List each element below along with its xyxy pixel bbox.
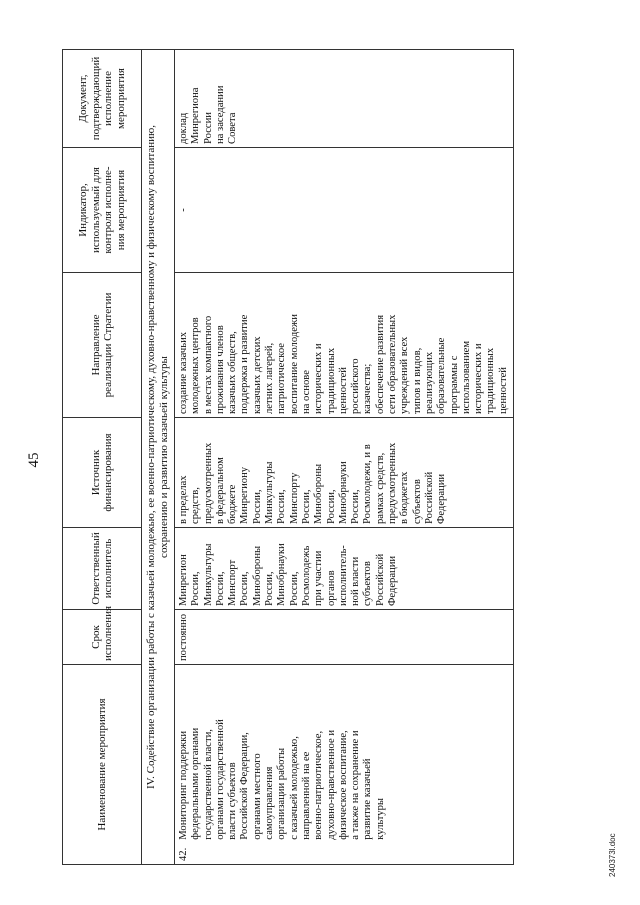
row-number: 42. [178, 847, 189, 861]
page-number: 45 [26, 452, 42, 468]
events-table [62, 49, 514, 865]
rotated-page [20, 35, 620, 885]
header-document: Документ, подтверждающий исполнение мероприятия [63, 50, 142, 148]
cell-responsible: Минрегион России, Минкультуры России, Минспорт России, Минобороны России, Минобрнауки России, Росмолодежь при участии органов исполнитель- ной власти субъектов Российской Федерации [175, 528, 514, 610]
header-deadline: Срок исполнения [63, 610, 142, 665]
table-header-row [63, 50, 142, 865]
cell-document: доклад Минрегиона России на заседании Совета [175, 50, 514, 148]
header-indicator: Индикатор, используемый для контроля исполне- ния мероприятия [63, 148, 142, 273]
header-name: Наименование мероприятия [63, 665, 142, 865]
cell-direction: создание казачьих молодежных центров в местах компактного проживания членов казачьих обществ, поддержка и развитие казачьих детских летних лагерей, патриотическое воспитание молодежи на основе исторических и традиционных ценностей российского казачества; обеспечение развития сети образовательных учреждений всех типов и видов, реализующих образовательные программы с использованием исторических и традиционных ценностей [175, 273, 514, 418]
header-source: Источник финансирования [63, 418, 142, 528]
section-row [142, 50, 175, 865]
cell-indicator: - [175, 148, 514, 273]
cell-deadline: постоянно [175, 610, 514, 665]
cell-source: в пределах средств, предусмотренных в федеральном бюджете Минрегиону России, Минкультуры России, Минспорту России, Минобороны России, Минобрнауки России, Росмолодежи, и в рамках средств, предусмотренных в бюджетах субъектов Российской Федерации [175, 418, 514, 528]
cell-name [175, 665, 514, 865]
row-name: Мониторинг поддержки федеральными органами государственной власти, органами государственной власти субъектов Российской Федерации, органами местного самоуправления организации работы с казачьей молодежью, направленной на ее военно-патриотическое, духовно-нравственное и физическое воспитание, а также на сохранение и развитие казачьей культуры [178, 719, 386, 840]
header-direction: Направление реализации Стратегии [63, 273, 142, 418]
table-row [175, 50, 514, 865]
section-title: IV. Содействие организации работы с казачьей молодежью, ее военно-патриотическому, духовно-нравственному и физическому воспитанию, сохранению и развитию казачьей культуры [142, 50, 175, 865]
header-responsible: Ответственный исполнитель [63, 528, 142, 610]
footer-file-code: 240373l.doc [608, 833, 617, 877]
